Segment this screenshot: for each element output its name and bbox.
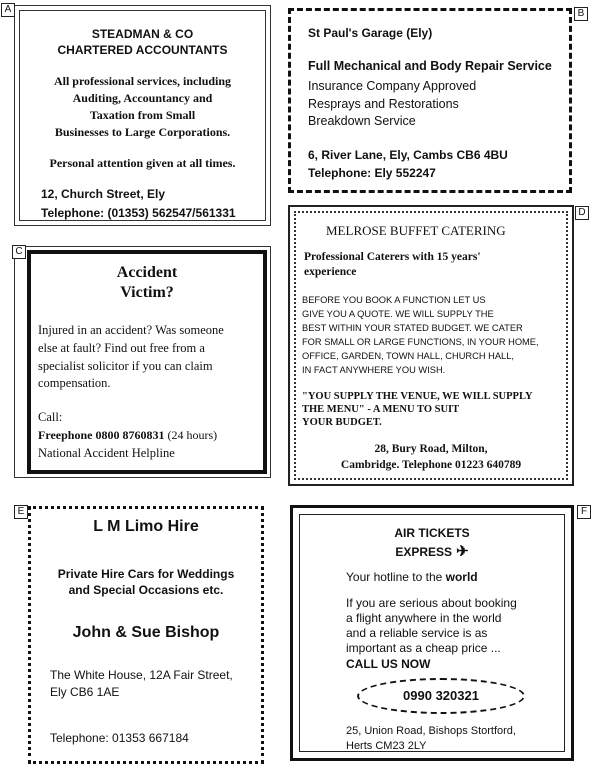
ad-a-name: STEADMAN & CO [91, 27, 194, 41]
ad-d-melrose-buffet [288, 205, 574, 486]
ad-f-title-line2 [300, 542, 564, 560]
ad-d-label: D [575, 206, 589, 220]
ad-c-body-line: else at fault? Find out free from a [38, 341, 205, 355]
ad-c-helpline: National Accident Helpline [38, 446, 175, 460]
ad-e-owners: John & Sue Bishop [72, 624, 220, 641]
ad-f-inner-border [299, 514, 565, 752]
ad-a-service-line: Businesses to Large Corporations. [54, 125, 231, 139]
ad-c-title-line: Victim? [120, 284, 174, 301]
ad-d-title: MELROSE BUFFET CATERING [326, 223, 506, 238]
ad-f-hotline [346, 570, 478, 584]
ad-e-name: L M Limo Hire [93, 518, 199, 535]
ad-a-service-line: Taxation from Small [89, 108, 196, 122]
ad-d-quote-line: "YOU SUPPLY THE VENUE, WE WILL SUPPLY [302, 391, 533, 402]
airplane-icon: ✈ [456, 543, 469, 560]
ad-c-accident-victim [14, 246, 271, 478]
ad-e-address-line: Ely CB6 1AE [50, 685, 120, 699]
ad-d-body-line: GIVE YOU A QUOTE. WE WILL SUPPLY THE [302, 309, 494, 319]
ad-e-service-line: and Special Occasions etc. [68, 583, 224, 597]
ad-f-body-line: important as a cheap price ... [346, 641, 501, 655]
ad-d-body-line: IN FACT ANYWHERE YOU WISH. [302, 365, 446, 375]
ad-a-service-line: All professional services, including [53, 74, 232, 88]
ad-f-title-line: AIR TICKETS [394, 526, 470, 540]
ad-a-inner-border [19, 10, 266, 221]
ad-b-service-line: Resprays and Restorations [308, 97, 459, 111]
ad-f-title-express: EXPRESS [395, 545, 453, 559]
ad-c-label: C [12, 245, 26, 259]
ad-f-air-tickets-express [290, 505, 574, 761]
ad-f-phone: 0990 320321 [403, 688, 479, 703]
ad-f-label: F [577, 505, 591, 519]
ad-c-body-line: Injured in an accident? Was someone [38, 323, 224, 337]
ad-d-body-line: BEFORE YOU BOOK A FUNCTION LET US [302, 295, 486, 305]
ad-f-address-line: Herts CM23 2LY [346, 740, 427, 752]
ad-a-telephone: Telephone: (01353) 562547/561331 [41, 206, 236, 220]
ad-b-service-line: Insurance Company Approved [308, 79, 477, 93]
ad-d-body-line: FOR SMALL OR LARGE FUNCTIONS, IN YOUR HOME, [302, 337, 539, 347]
ad-a-label: A [1, 3, 15, 17]
ad-d-telephone: Cambridge. Telephone 01223 640789 [340, 459, 522, 471]
ad-d-body-line: BEST WITHIN YOUR STATED BUDGET. WE CATER [302, 323, 523, 333]
ad-d-body-line: OFFICE, GARDEN, TOWN HALL, CHURCH HALL, [302, 351, 514, 361]
ad-f-hotline-prefix: Your hotline to the [346, 570, 446, 584]
ad-f-address-line: 25, Union Road, Bishops Stortford, [346, 725, 516, 737]
ad-b-address: 6, River Lane, Ely, Cambs CB6 4BU [308, 148, 508, 162]
ad-d-tagline-line: Professional Caterers with 15 years' [304, 251, 481, 263]
ad-d-tagline-line: experience [304, 266, 357, 278]
ad-a-subtitle: CHARTERED ACCOUNTANTS [57, 43, 228, 57]
ad-a-service-line: Auditing, Accountancy and [72, 91, 213, 105]
ad-b-st-pauls-garage [288, 8, 572, 193]
ad-c-body-line: specialist solicitor if you can claim [38, 359, 213, 373]
ad-f-body-line: a flight anywhere in the world [346, 611, 502, 625]
ad-b-service-line: Breakdown Service [308, 114, 416, 128]
ad-a-address: 12, Church Street, Ely [41, 187, 166, 201]
ad-b-label: B [574, 7, 588, 21]
ad-d-quote-line: THE MENU" - A MENU TO SUIT [302, 404, 460, 415]
ad-f-body-line: If you are serious about booking [346, 596, 517, 610]
ad-d-inner-border [294, 211, 568, 480]
ad-c-title-line: Accident [116, 264, 178, 281]
ad-c-call: Call: [38, 410, 63, 424]
ad-c-body-line: compensation. [38, 376, 111, 390]
ad-e-label: E [14, 505, 28, 519]
ad-b-telephone: Telephone: Ely 552247 [308, 166, 436, 180]
ad-e-telephone: Telephone: 01353 667184 [50, 731, 189, 745]
ad-e-address-line: The White House, 12A Fair Street, [50, 668, 233, 682]
ad-a-steadman [14, 5, 271, 226]
ad-e-service-line: Private Hire Cars for Weddings [57, 567, 235, 581]
ad-c-inner-border [27, 250, 267, 474]
ad-d-address: 28, Bury Road, Milton, [374, 443, 488, 455]
ad-c-freephone: Freephone 0800 8760831 [38, 428, 165, 442]
ad-e-lm-limo-hire [28, 506, 264, 764]
ad-c-freephone-line [38, 428, 217, 443]
ad-c-hours: (24 hours) [164, 428, 218, 442]
ad-a-attention: Personal attention given at all times. [49, 156, 236, 170]
ad-f-call: CALL US NOW [346, 657, 431, 671]
ad-f-hotline-world: world [445, 570, 478, 584]
ad-b-name: St Paul's Garage (Ely) [308, 26, 433, 40]
ad-d-quote-line: YOUR BUDGET. [302, 417, 382, 428]
ad-f-body-line: and a reliable service is as [346, 626, 488, 640]
ad-b-headline: Full Mechanical and Body Repair Service [308, 59, 552, 73]
